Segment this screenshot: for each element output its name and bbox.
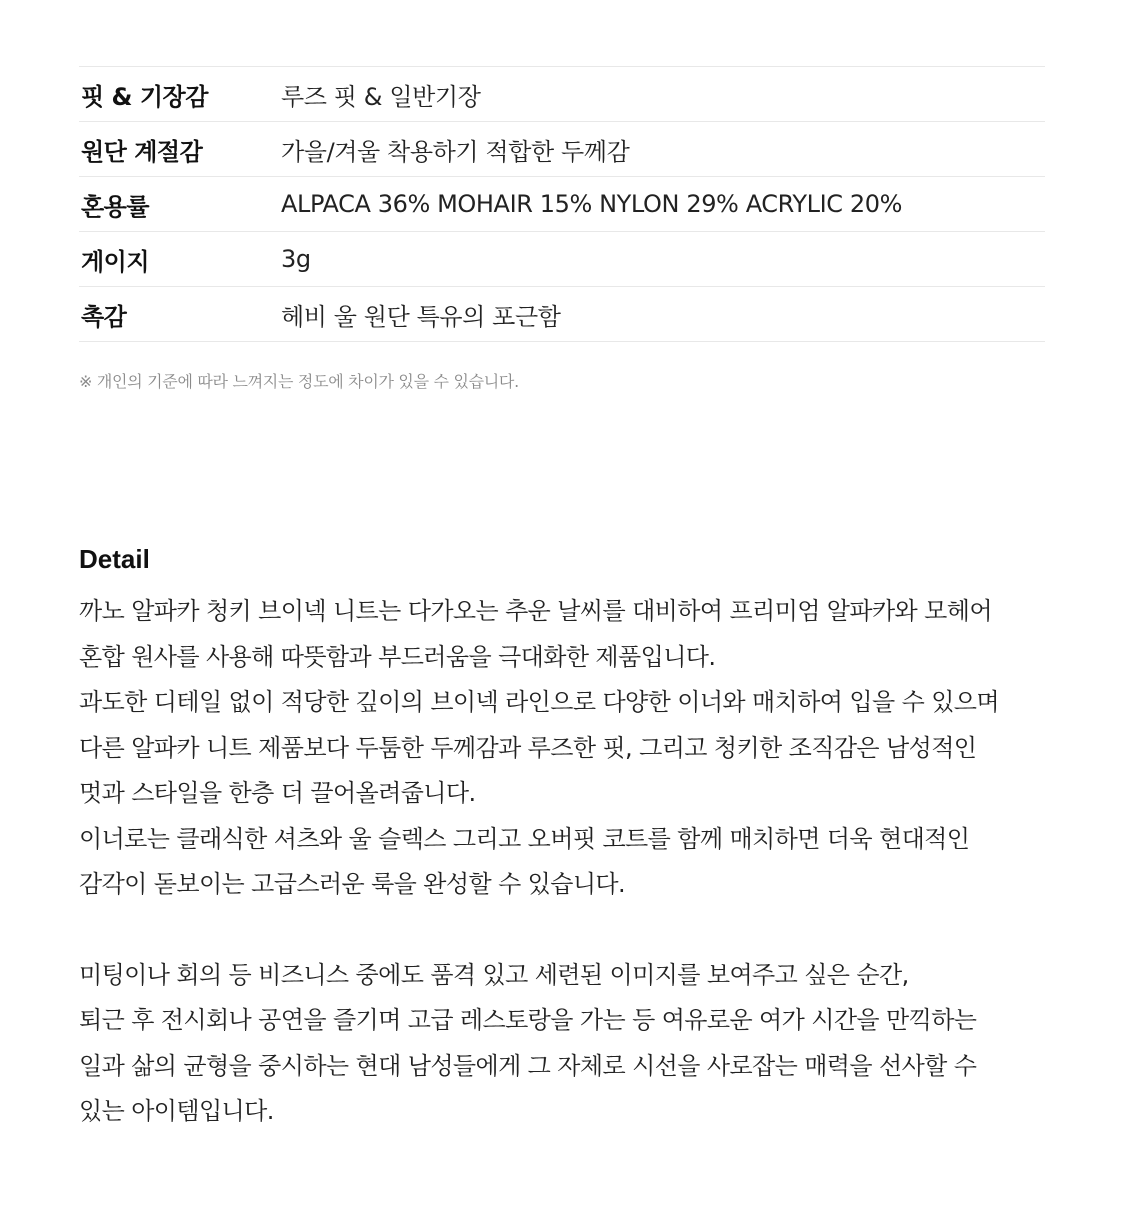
detail-line: 퇴근 후 전시회나 공연을 즐기며 고급 레스토랑을 가는 등 여유로운 여가 시간을 만끽하는 xyxy=(79,1006,977,1034)
detail-line: 과도한 디테일 없이 적당한 깊이의 브이넥 라인으로 다양한 이너와 매치하여 입을 수 있으며 xyxy=(79,688,999,716)
spec-value: 가을/겨울 착용하기 적합한 두께감 xyxy=(281,137,630,166)
spec-label: 원단 계절감 xyxy=(81,137,203,166)
detail-body xyxy=(79,589,1059,1135)
detail-line: 일과 삶의 균형을 중시하는 현대 남성들에게 그 자체로 시선을 사로잡는 매력을 선사할 수 xyxy=(79,1051,977,1080)
detail-line: 다른 알파카 니트 제품보다 두툼한 두께감과 루즈한 핏, 그리고 청키한 조직감은 남성적인 xyxy=(79,733,977,762)
spec-label: 핏 & 기장감 xyxy=(81,82,208,111)
spec-table xyxy=(79,66,1045,342)
detail-line: 감각이 돋보이는 고급스러운 룩을 완성할 수 있습니다. xyxy=(79,870,626,898)
spec-value: 헤비 울 원단 특유의 포근함 xyxy=(281,302,561,331)
spec-row-touch xyxy=(79,287,1045,342)
detail-line: 멋과 스타일을 한층 더 끌어올려줍니다. xyxy=(79,779,476,807)
detail-line: 혼합 원사를 사용해 따뜻함과 부드러움을 극대화한 제품입니다. xyxy=(79,642,716,671)
detail-heading: Detail xyxy=(79,544,150,574)
spec-value: 루즈 핏 & 일반기장 xyxy=(281,82,481,111)
spec-label: 혼용률 xyxy=(81,192,150,221)
spec-label: 게이지 xyxy=(81,247,150,276)
spec-row-fit xyxy=(79,67,1045,122)
spec-row-composition xyxy=(79,177,1045,232)
spec-value: 3g xyxy=(281,245,311,273)
spec-label: 촉감 xyxy=(81,302,127,331)
disclaimer-note: ※ 개인의 기준에 따라 느껴지는 정도에 차이가 있을 수 있습니다. xyxy=(79,372,519,391)
detail-line: 미팅이나 회의 등 비즈니스 중에도 품격 있고 세련된 이미지를 보여주고 싶은 순간, xyxy=(79,960,909,989)
spec-row-season xyxy=(79,122,1045,177)
spec-value: ALPACA 36% MOHAIR 15% NYLON 29% ACRYLIC 20% xyxy=(281,190,903,218)
detail-line: 이너로는 클래식한 셔츠와 울 슬렉스 그리고 오버핏 코트를 함께 매치하면 더욱 현대적인 xyxy=(79,824,970,853)
spec-row-gauge xyxy=(79,232,1045,287)
paragraph-gap xyxy=(79,908,1059,953)
detail-line: 있는 아이템입니다. xyxy=(79,1097,274,1125)
detail-line: 까노 알파카 청키 브이넥 니트는 다가오는 추운 날씨를 대비하여 프리미엄 알파카와 모헤어 xyxy=(79,597,992,625)
